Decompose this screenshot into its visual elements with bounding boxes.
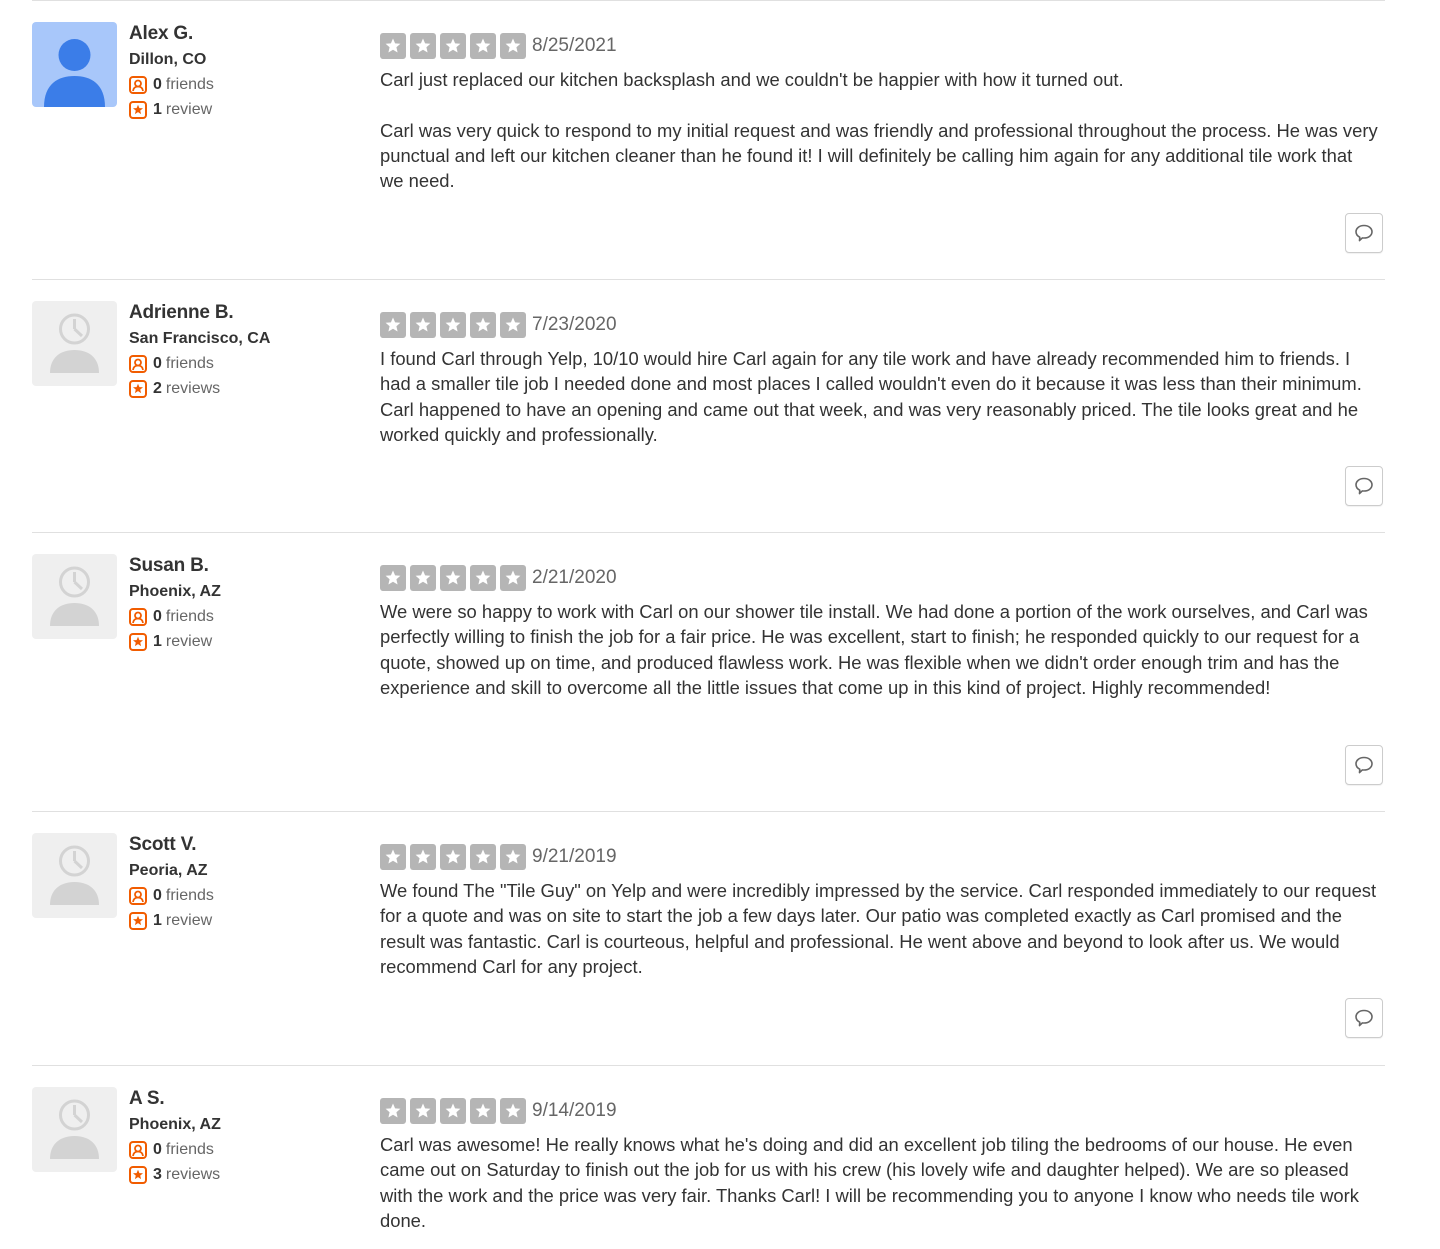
- reviews-count: [129, 380, 220, 398]
- star-icon: [500, 1098, 526, 1124]
- star-icon: [470, 1098, 496, 1124]
- star-icon: [470, 312, 496, 338]
- reviews-star-icon: [129, 633, 147, 651]
- friends-label: friends: [165, 608, 214, 625]
- user-name[interactable]: Susan B.: [129, 555, 209, 576]
- star-icon: [380, 33, 406, 59]
- star-icon: [410, 1098, 436, 1124]
- top-divider: [32, 0, 1385, 1]
- star-icon: [440, 312, 466, 338]
- reviews-count: [129, 1166, 220, 1184]
- speech-bubble-icon: [1353, 1007, 1375, 1029]
- friends-number: 0: [153, 887, 162, 904]
- star-icon: [410, 565, 436, 591]
- user-avatar[interactable]: [32, 833, 117, 918]
- user-avatar[interactable]: [32, 22, 117, 107]
- star-icon: [440, 33, 466, 59]
- star-rating: [380, 565, 526, 591]
- user-name[interactable]: Adrienne B.: [129, 302, 234, 323]
- star-icon: [470, 33, 496, 59]
- review-divider: [32, 1065, 1385, 1066]
- reviews-star-icon: [129, 380, 147, 398]
- friends-count: [129, 76, 214, 94]
- reviews-star-icon: [129, 912, 147, 930]
- star-icon: [440, 565, 466, 591]
- reviews-number: 1: [153, 912, 162, 929]
- review-paragraph: Carl was very quick to respond to my initial request and was friendly and professional throughout the process. He was very punctual and left our kitchen cleaner than he found it! I will definitely be calling him again for any additional tile work that we need.: [380, 119, 1378, 192]
- friends-count: [129, 1141, 214, 1159]
- friends-count: [129, 887, 214, 905]
- user-avatar[interactable]: [32, 554, 117, 639]
- reviews-number: 3: [153, 1166, 162, 1183]
- friends-number: 0: [153, 76, 162, 93]
- comment-button[interactable]: [1345, 745, 1383, 785]
- star-icon: [380, 844, 406, 870]
- user-location: Dillon, CO: [129, 51, 207, 68]
- user-name[interactable]: Scott V.: [129, 834, 197, 855]
- comment-button[interactable]: [1345, 466, 1383, 506]
- star-icon: [380, 312, 406, 338]
- reviews-count: [129, 101, 212, 119]
- star-icon: [410, 33, 436, 59]
- star-icon: [470, 565, 496, 591]
- review-paragraph: Carl just replaced our kitchen backsplash and we couldn't be happier with how it turned out.: [380, 69, 1124, 90]
- user-name[interactable]: A S.: [129, 1088, 165, 1109]
- review-date: 9/21/2019: [532, 846, 617, 867]
- review-paragraph: We found The "Tile Guy" on Yelp and were incredibly impressed by the service. Carl responded immediately to our request for a quote and was on site to start the job a few days later. Our patio was completed exactly as Carl promised and the result was fantastic. Carl is courteous, helpful and professional. He went above and beyond to look after us. We would recommend Carl for any project.: [380, 880, 1377, 977]
- speech-bubble-icon: [1353, 222, 1375, 244]
- star-rating: [380, 844, 526, 870]
- star-icon: [380, 565, 406, 591]
- comment-button[interactable]: [1345, 213, 1383, 253]
- friends-icon: [129, 887, 147, 905]
- reviews-star-icon: [129, 1166, 147, 1184]
- friends-number: 0: [153, 355, 162, 372]
- review-text: [380, 599, 1380, 700]
- review-date: 2/21/2020: [532, 567, 617, 588]
- reviews-number: 2: [153, 380, 162, 397]
- review-divider: [32, 811, 1385, 812]
- reviews-count: [129, 912, 212, 930]
- reviews-label: reviews: [165, 380, 221, 397]
- friends-number: 0: [153, 608, 162, 625]
- review-text: [380, 67, 1380, 193]
- review-text: [380, 878, 1380, 979]
- review-paragraph: Carl was awesome! He really knows what he's doing and did an excellent job tiling the bedrooms of our house. He even came out on Saturday to finish out the job for us with his crew (his lovely wife and daughter helped). We are so pleased with the work and the price was very fair. Thanks Carl! I will be recommending you to anyone I know who needs tile work done.: [380, 1134, 1359, 1231]
- friends-label: friends: [165, 76, 214, 93]
- reviews-label: review: [165, 912, 213, 929]
- user-avatar[interactable]: [32, 1087, 117, 1172]
- friends-icon: [129, 1141, 147, 1159]
- star-icon: [380, 1098, 406, 1124]
- friends-label: friends: [165, 887, 214, 904]
- star-icon: [440, 1098, 466, 1124]
- review-divider: [32, 279, 1385, 280]
- friends-label: friends: [165, 355, 214, 372]
- review-paragraph: I found Carl through Yelp, 10/10 would hire Carl again for any tile work and have already recommended him to friends. I had a smaller tile job I needed done and most places I called wouldn't even do it because it was less than their minimum. Carl happened to have an opening and came out that week, and was very reasonably priced. The tile looks great and he worked quickly and professionally.: [380, 348, 1362, 445]
- review-divider: [32, 532, 1385, 533]
- star-rating: [380, 33, 526, 59]
- star-icon: [410, 312, 436, 338]
- review-text: [380, 346, 1380, 447]
- reviews-label: review: [165, 101, 213, 118]
- star-rating: [380, 1098, 526, 1124]
- friends-number: 0: [153, 1141, 162, 1158]
- friends-label: friends: [165, 1141, 214, 1158]
- star-icon: [500, 312, 526, 338]
- reviews-number: 1: [153, 633, 162, 650]
- user-avatar[interactable]: [32, 301, 117, 386]
- user-name[interactable]: Alex G.: [129, 23, 194, 44]
- review-date: 7/23/2020: [532, 314, 617, 335]
- star-icon: [440, 844, 466, 870]
- user-location: Peoria, AZ: [129, 862, 208, 879]
- user-location: Phoenix, AZ: [129, 1116, 221, 1133]
- friends-icon: [129, 355, 147, 373]
- review-date: 8/25/2021: [532, 35, 617, 56]
- review-text: [380, 1132, 1380, 1233]
- friends-icon: [129, 76, 147, 94]
- star-icon: [410, 844, 436, 870]
- review-date: 9/14/2019: [532, 1100, 617, 1121]
- friends-count: [129, 355, 214, 373]
- reviews-count: [129, 633, 212, 651]
- user-location: Phoenix, AZ: [129, 583, 221, 600]
- review-paragraph: We were so happy to work with Carl on our shower tile install. We had done a portion of the work ourselves, and Carl was perfectly willing to finish the job for a fair price. He was excellent, start to finish; he responded quickly to our request for a quote, showed up on time, and produced flawless work. He was flexible when we didn't order enough trim and has the experience and skill to overcome all the little issues that come up in this kind of project. Highly recommended!: [380, 601, 1368, 698]
- speech-bubble-icon: [1353, 754, 1375, 776]
- star-icon: [500, 33, 526, 59]
- user-location: San Francisco, CA: [129, 330, 271, 347]
- friends-count: [129, 608, 214, 626]
- reviews-label: reviews: [165, 1166, 221, 1183]
- reviews-label: review: [165, 633, 213, 650]
- speech-bubble-icon: [1353, 475, 1375, 497]
- reviews-number: 1: [153, 101, 162, 118]
- star-icon: [470, 844, 496, 870]
- star-rating: [380, 312, 526, 338]
- reviews-star-icon: [129, 101, 147, 119]
- comment-button[interactable]: [1345, 998, 1383, 1038]
- friends-icon: [129, 608, 147, 626]
- star-icon: [500, 844, 526, 870]
- star-icon: [500, 565, 526, 591]
